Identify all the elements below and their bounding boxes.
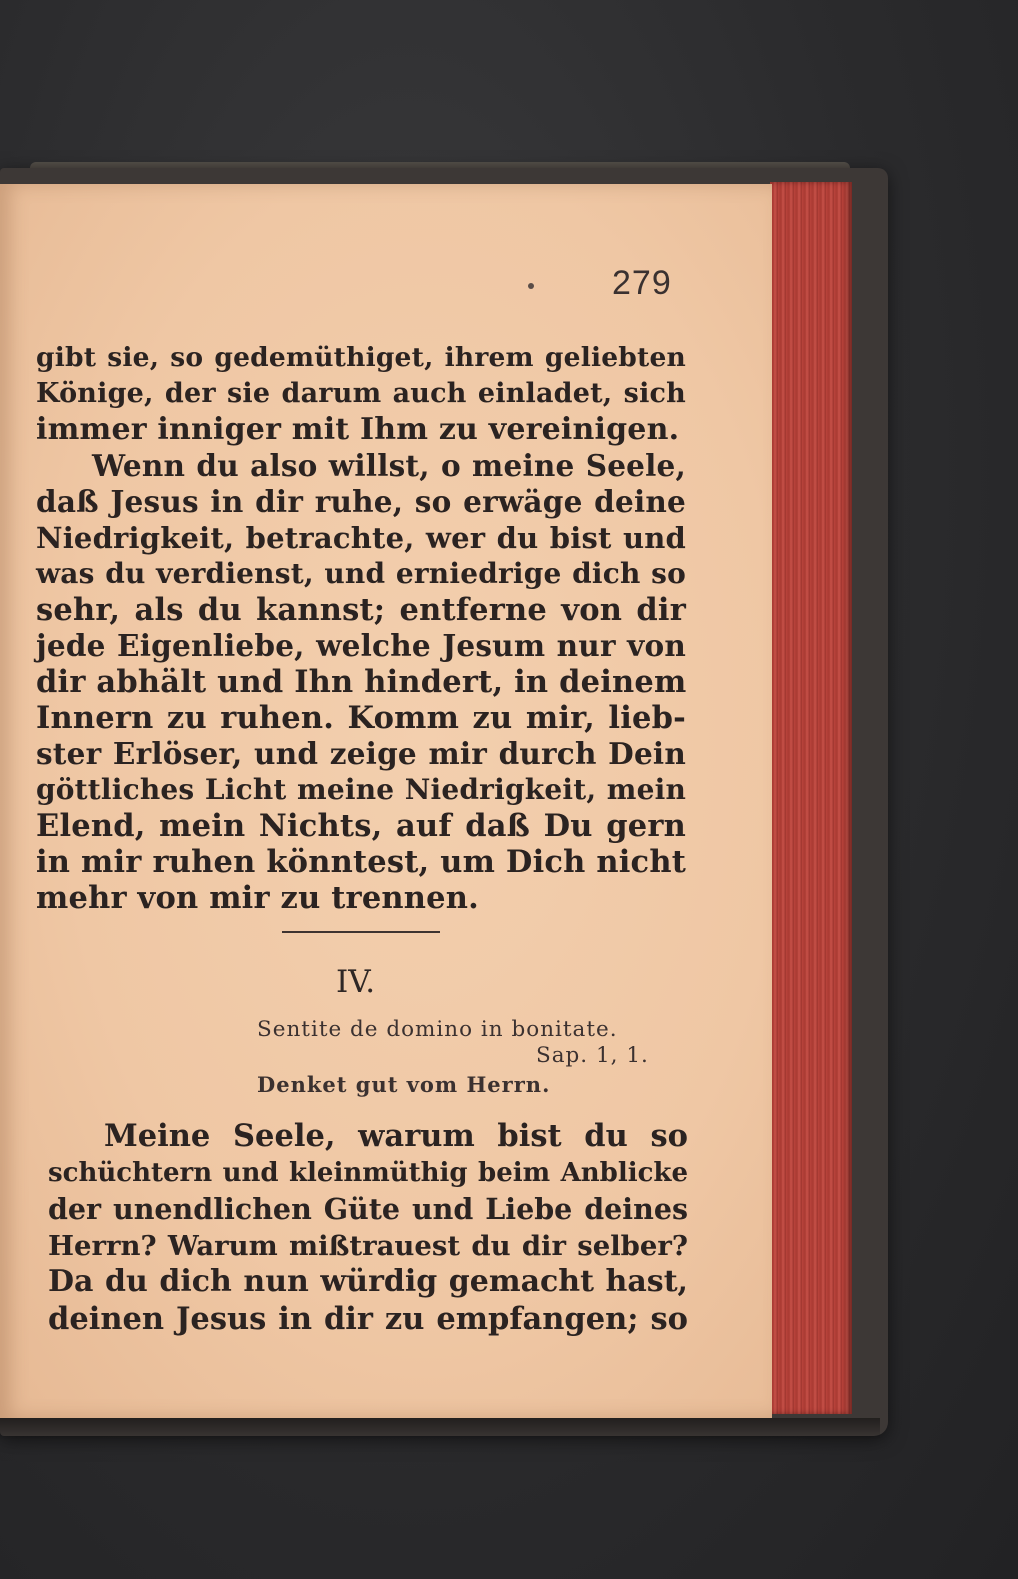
motto-latin: Sentite de domino in bonitate.	[257, 1017, 618, 1042]
motto-reference: Sap. 1, 1.	[536, 1043, 649, 1068]
text-line: daß Jesus in dir ruhe, so erwäge deine	[36, 484, 686, 519]
section-divider	[282, 931, 440, 933]
page-shadow	[0, 1418, 880, 1440]
text-line: Niedrigkeit, betrachte, wer du bist und	[36, 521, 686, 555]
page-speck	[528, 283, 534, 289]
text-line: gibt sie, so gedemüthiget, ihrem geliebten	[36, 342, 686, 373]
text-line: Könige, der sie darum auch einladet, sich	[36, 378, 686, 409]
text-line: was du verdienst, und erniedrige dich so	[36, 557, 686, 590]
page-number: 279	[612, 264, 672, 302]
text-line: göttliches Licht meine Niedrigkeit, mein	[36, 773, 686, 806]
text-line: Wenn du also willst, o meine Seele,	[92, 448, 686, 483]
text-line: ster Erlöser, und zeige mir durch Dein	[36, 736, 686, 771]
red-page-edges	[770, 182, 852, 1414]
text-line: schüchtern und kleinmüthig beim Anblicke	[48, 1157, 688, 1188]
text-line: Innern zu ruhen. Komm zu mir, lieb-	[36, 700, 686, 736]
text-line: Meine Seele, warum bist du so	[104, 1118, 688, 1154]
paragraph-1	[36, 340, 686, 916]
motto-german: Denket gut vom Herrn.	[257, 1072, 551, 1097]
text-line: jede Eigenliebe, welche Jesum nur von	[36, 628, 686, 663]
text-line: Herrn? Warum mißtrauest du dir selber?	[48, 1229, 688, 1262]
text-line: dir abhält und Ihn hindert, in deinem	[36, 664, 687, 700]
paragraph-2	[48, 1118, 688, 1337]
text-line: Da du dich nun würdig gemacht hast,	[48, 1264, 688, 1299]
text-line: sehr, als du kannst; entferne von dir	[36, 592, 686, 628]
text-line: mehr von mir zu trennen.	[36, 880, 479, 916]
text-line: der unendlichen Güte und Liebe deines	[48, 1192, 688, 1226]
text-line: immer inniger mit Ihm zu vereinigen.	[36, 412, 680, 447]
text-line: in mir ruhen könntest, um Dich nicht	[36, 844, 686, 880]
text-line: deinen Jesus in dir zu empfangen; so	[48, 1300, 688, 1337]
section-numeral: IV.	[336, 964, 376, 1000]
text-line: Elend, mein Nichts, auf daß Du gern	[36, 808, 686, 844]
